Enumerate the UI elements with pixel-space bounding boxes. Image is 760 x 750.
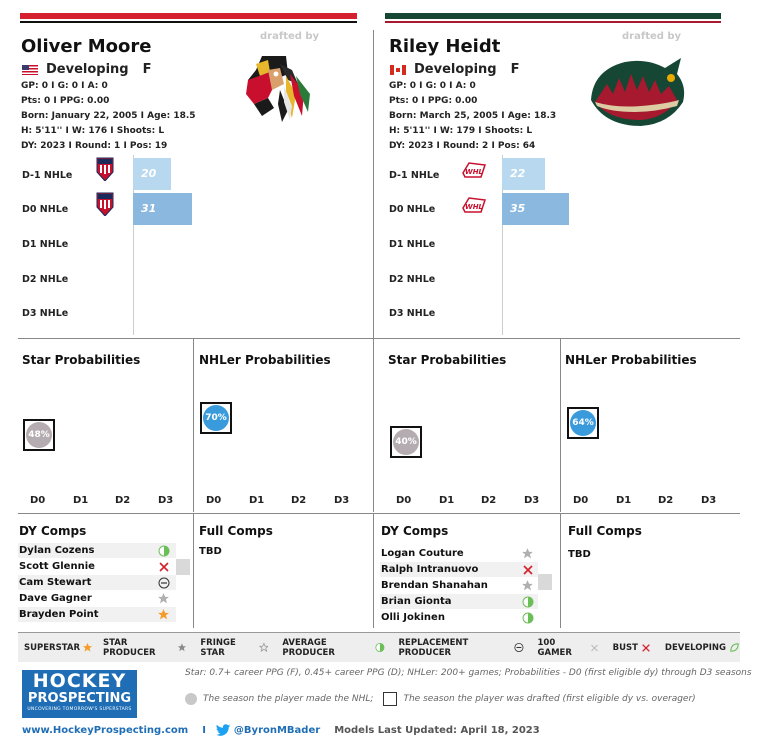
legend-developing: DEVELOPING: [665, 642, 740, 653]
axis-label-d2: D2: [481, 495, 497, 506]
superstar-icon: [157, 608, 170, 621]
full-comps-value: TBD: [199, 546, 222, 557]
star-prob-value: 48%: [26, 422, 52, 448]
axis-label-d2: D2: [115, 495, 131, 506]
bio-line-stats: GP: 0 I G: 0 I A: 0: [21, 81, 108, 91]
season-label-d3: D3 NHLe: [389, 308, 436, 319]
fringe-star-icon: [521, 579, 534, 592]
usa-ntdp-logo: [96, 157, 114, 181]
comp-name: Logan Couture: [381, 548, 464, 559]
axis-label-d0: D0: [396, 495, 412, 506]
season-label-d-1: D-1 NHLe: [22, 170, 73, 181]
comp-name: Dave Gagner: [19, 593, 92, 604]
comp-list-scrollbar[interactable]: [176, 559, 190, 575]
footer: [22, 724, 540, 736]
axis-label-d2: D2: [291, 495, 307, 506]
legend-bust: BUST: [613, 643, 651, 653]
wild-logo: [585, 50, 690, 130]
drafted-square-icon: [383, 692, 397, 706]
list-item: [18, 591, 176, 606]
nhler-prob-value: 64%: [570, 410, 596, 436]
status-label: Developing: [46, 62, 129, 77]
logo-bottom-text: PROSPECTING: [27, 691, 132, 706]
comp-name: Olli Jokinen: [381, 612, 445, 623]
average-producer-icon: [375, 642, 385, 653]
axis-label-d1: D1: [439, 495, 455, 506]
nhle-bar-d0: 35: [502, 193, 569, 225]
list-item: [18, 575, 176, 590]
season-label-d2: D2 NHLe: [389, 274, 436, 285]
usa-ntdp-logo: [96, 192, 114, 216]
nhle-bar-d-1: 20: [133, 158, 171, 190]
list-item: [380, 562, 538, 577]
footer-separator: I: [202, 724, 206, 736]
status-label: Developing: [414, 62, 497, 77]
dy-comps-title: DY Comps: [19, 524, 87, 538]
replacement-producer-icon: [514, 642, 524, 653]
nhle-bar-d0: 31: [133, 193, 192, 225]
logo-top-text: HOCKEY: [32, 670, 127, 692]
axis-label-d1: D1: [73, 495, 89, 506]
svg-text:WHL: WHL: [464, 168, 484, 176]
bust-icon: [641, 643, 651, 653]
full-comps-value: TBD: [568, 549, 591, 560]
divider-comps-top: [18, 513, 740, 514]
average-producer-icon: [522, 612, 534, 624]
legend-bar: [18, 632, 740, 662]
average-producer-icon: [522, 596, 534, 608]
nhler-prob-marker: [567, 407, 599, 439]
whl-logo: [461, 196, 487, 214]
position-label: F: [142, 62, 152, 77]
full-comps-title: Full Comps: [568, 524, 642, 538]
position-label: F: [510, 62, 520, 77]
list-item: [18, 607, 176, 622]
nhler-prob-marker: [200, 402, 232, 434]
list-item: [380, 610, 538, 625]
drafted-note: The season the player was drafted (first eligible dy vs. overager): [403, 694, 696, 704]
logo-tagline: UNCOVERING TOMORROW'S SUPERSTARS: [27, 707, 132, 712]
season-label-d1: D1 NHLe: [22, 239, 69, 250]
season-label-d0: D0 NHLe: [389, 204, 436, 215]
bust-icon: [522, 564, 534, 576]
superstar-icon: [82, 642, 93, 653]
player-bio: [21, 79, 196, 154]
legend-note: [185, 692, 696, 706]
drafted-by-label: drafted by: [622, 31, 682, 42]
season-label-d-1: D-1 NHLe: [389, 170, 440, 181]
divider-prob-left: [193, 338, 194, 512]
divider-comps-mid: [373, 513, 374, 628]
season-label-d0: D0 NHLe: [22, 204, 69, 215]
whl-logo: [461, 161, 487, 179]
team-stripe-left: [20, 13, 357, 25]
drafted-by-label: drafted by: [260, 31, 320, 42]
axis-label-d0: D0: [30, 495, 46, 506]
axis-label-d3: D3: [158, 495, 174, 506]
axis-label-d1: D1: [616, 495, 632, 506]
fringe-star-icon: [259, 642, 269, 653]
legend-fringe-star: FRINGE STAR: [200, 638, 268, 658]
list-item: [18, 543, 176, 558]
list-item: [380, 594, 538, 609]
twitter-icon[interactable]: [216, 724, 230, 736]
axis-labels: [384, 495, 559, 509]
axis-label-d3: D3: [334, 495, 350, 506]
bio-line-size: H: 5'11'' I W: 179 I Shoots: L: [389, 126, 533, 136]
full-comps-title: Full Comps: [199, 524, 273, 538]
nhle-bar-d-1: 22: [502, 158, 545, 190]
axis-label-d0: D0: [573, 495, 589, 506]
divider-comps-right: [560, 513, 561, 628]
comp-name: Brayden Point: [19, 609, 99, 620]
list-item: [380, 546, 538, 561]
definitions-note: Star: 0.7+ career PPG (F), 0.45+ career PPG (D); NHLer: 200+ games; Probabilities - D0 (first eligible dy) through D3 seasons: [185, 668, 752, 678]
developing-icon: [729, 642, 740, 653]
svg-text:WHL: WHL: [464, 203, 484, 211]
models-updated: Models Last Updated: April 18, 2023: [334, 724, 540, 736]
nhler-prob-value: 70%: [203, 405, 229, 431]
blackhawks-logo: [240, 50, 316, 126]
made-nhl-note: The season the player made the NHL;: [203, 694, 374, 704]
list-item: [380, 578, 538, 593]
bio-line-size: H: 5'11'' I W: 176 I Shoots: L: [21, 126, 165, 136]
100-gamer-icon: [590, 643, 599, 653]
axis-labels: [561, 495, 736, 509]
bio-line-points: Pts: 0 I PPG: 0.00: [21, 96, 110, 106]
player-status: [22, 62, 152, 77]
team-stripe-right: [385, 13, 721, 25]
axis-label-d3: D3: [524, 495, 540, 506]
legend-superstar: SUPERSTAR: [24, 642, 93, 653]
season-label-d1: D1 NHLe: [389, 239, 436, 250]
star-prob-title: Star Probabilities: [388, 353, 507, 367]
bio-line-points: Pts: 0 I PPG: 0.00: [389, 96, 478, 106]
bio-line-born: Born: January 22, 2005 I Age: 18.5: [21, 111, 196, 121]
average-producer-icon: [158, 545, 170, 557]
divider-prob-right: [560, 338, 561, 512]
axis-label-d3: D3: [701, 495, 717, 506]
divider-prob-top: [18, 338, 740, 339]
divider-comps-left: [193, 513, 194, 628]
legend-star-producer: STAR PRODUCER: [103, 638, 186, 658]
axis-labels: [18, 495, 193, 509]
star-prob-title: Star Probabilities: [22, 353, 141, 367]
bio-line-draft: DY: 2023 I Round: 1 I Pos: 19: [21, 141, 168, 151]
fringe-star-icon: [157, 592, 170, 605]
fringe-star-icon: [521, 547, 534, 560]
season-label-d3: D3 NHLe: [22, 308, 69, 319]
comp-name: Brian Gionta: [381, 596, 452, 607]
legend-average-producer: AVERAGE PRODUCER: [282, 638, 384, 658]
comp-name: Dylan Cozens: [19, 545, 95, 556]
legend-100-gamer: 100 GAMER: [538, 638, 599, 658]
axis-label-d0: D0: [206, 495, 222, 506]
website-link[interactable]: www.HockeyProspecting.com: [22, 724, 189, 736]
season-label-d2: D2 NHLe: [22, 274, 69, 285]
star-prob-value: 40%: [393, 429, 419, 455]
player-name: Oliver Moore: [21, 36, 152, 57]
player-status: [390, 62, 520, 77]
dy-comps-title: DY Comps: [381, 524, 449, 538]
replacement-producer-icon: [158, 577, 170, 589]
divider-vertical-main: [373, 30, 374, 512]
bio-line-born: Born: March 25, 2005 I Age: 18.3: [389, 111, 557, 121]
usa-flag-icon: [22, 65, 38, 75]
star-producer-icon: [177, 642, 187, 653]
made-nhl-circle-icon: [185, 693, 197, 705]
comp-name: Cam Stewart: [19, 577, 92, 588]
hockey-prospecting-logo[interactable]: [22, 670, 137, 718]
axis-labels: [194, 495, 369, 509]
comp-name: Ralph Intranuovo: [381, 564, 479, 575]
twitter-handle[interactable]: @ByronMBader: [233, 724, 321, 736]
axis-label-d1: D1: [249, 495, 265, 506]
player-bio: [389, 79, 556, 154]
nhler-prob-title: NHLer Probabilities: [199, 353, 331, 367]
legend-replacement-producer: REPLACEMENT PRODUCER: [399, 638, 524, 658]
star-prob-marker: [23, 419, 55, 451]
star-prob-marker: [390, 426, 422, 458]
nhler-prob-title: NHLer Probabilities: [565, 353, 697, 367]
player-name: Riley Heidt: [389, 36, 501, 57]
bio-line-stats: GP: 0 I G: 0 I A: 0: [389, 81, 476, 91]
axis-label-d2: D2: [658, 495, 674, 506]
comp-list-scrollbar[interactable]: [538, 574, 552, 590]
canada-flag-icon: [390, 65, 406, 75]
comp-name: Scott Glennie: [19, 561, 95, 572]
bio-line-draft: DY: 2023 I Round: 2 I Pos: 64: [389, 141, 536, 151]
comp-name: Brendan Shanahan: [381, 580, 488, 591]
bust-icon: [158, 561, 170, 573]
list-item: [18, 559, 176, 574]
